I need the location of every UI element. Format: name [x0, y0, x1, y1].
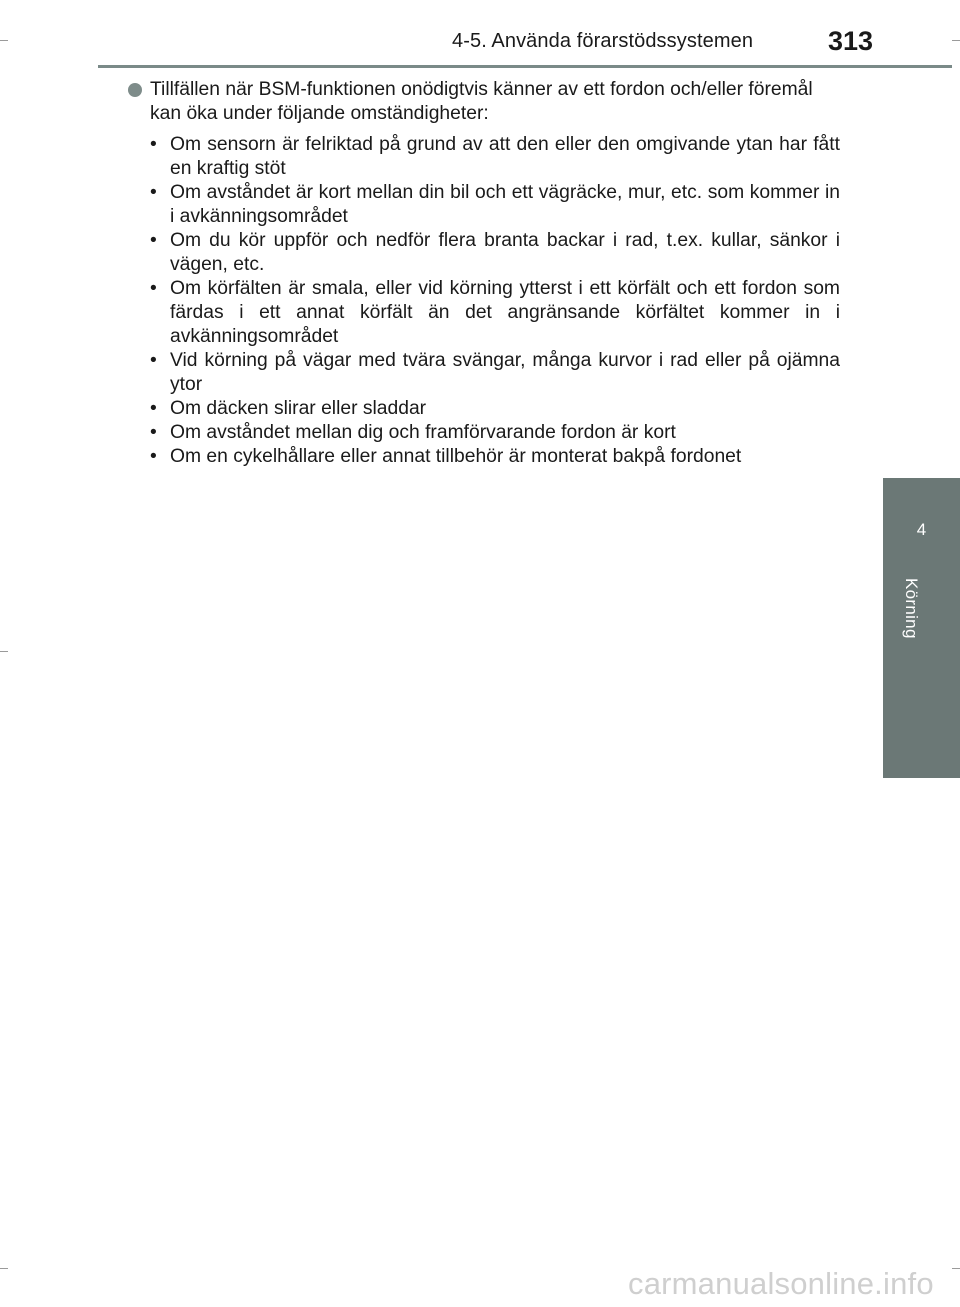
crop-mark-top-left: [0, 40, 8, 41]
list-item-text: Om däcken slirar eller sladdar: [170, 398, 427, 419]
chapter-title: Körning: [902, 578, 921, 639]
header-divider: [98, 65, 952, 68]
bullet-icon: •: [150, 182, 157, 203]
list-item-text: Om en cykelhållare eller annat tillbehör är monterat bakpå fordonet: [170, 446, 742, 467]
conditions-list: [150, 133, 840, 469]
bullet-icon: •: [150, 350, 157, 371]
chapter-number: 4: [916, 520, 927, 539]
list-item: [150, 349, 840, 397]
list-item: [150, 181, 840, 229]
list-item: [150, 397, 840, 421]
list-item-text: Vid körning på vägar med tvära svängar, många kurvor i rad eller på ojämna ytor: [170, 350, 840, 395]
bullet-icon: •: [150, 422, 157, 443]
page-number: 313: [828, 26, 874, 56]
watermark: carmanualsonline.info: [628, 1266, 934, 1301]
crop-mark-mid-left: [0, 651, 8, 652]
intro-paragraph: [128, 78, 848, 126]
list-item: [150, 229, 840, 277]
bullet-icon: •: [150, 398, 157, 419]
crop-mark-bottom-left: [0, 1268, 8, 1269]
intro-text: Tillfällen när BSM-funktionen onödigtvis känner av ett fordon och/eller föremål kan öka under följande omständigheter:: [150, 79, 813, 124]
list-item: [150, 445, 840, 469]
list-item: [150, 277, 840, 349]
bullet-icon: •: [150, 230, 157, 251]
list-item-text: Om körfälten är smala, eller vid körning ytterst i ett körfält och ett fordon som färdas i ett annat körfält än det angränsande körfältet kommer in i avkänningsområdet: [170, 278, 840, 347]
list-item-text: Om du kör uppför och nedför flera branta backar i rad, t.ex. kullar, sänkor i vägen, etc.: [170, 230, 840, 275]
list-item-text: Om sensorn är felriktad på grund av att den eller den omgivande ytan har fått en kraftig stöt: [170, 134, 840, 179]
chapter-tab: [883, 478, 960, 778]
circle-bullet-icon: [128, 83, 142, 97]
section-title: 4-5. Använda förarstödssystemen: [452, 30, 754, 52]
list-item-text: Om avståndet är kort mellan din bil och ett vägräcke, mur, etc. som kommer in i avkänningsområdet: [170, 182, 840, 227]
bullet-icon: •: [150, 446, 157, 467]
bullet-icon: •: [150, 278, 157, 299]
list-item-text: Om avståndet mellan dig och framförvarande fordon är kort: [170, 422, 676, 443]
crop-mark-bottom-right: [952, 1268, 960, 1269]
crop-mark-top-right: [952, 40, 960, 41]
list-item: [150, 421, 840, 445]
bullet-icon: •: [150, 134, 157, 155]
list-item: [150, 133, 840, 181]
